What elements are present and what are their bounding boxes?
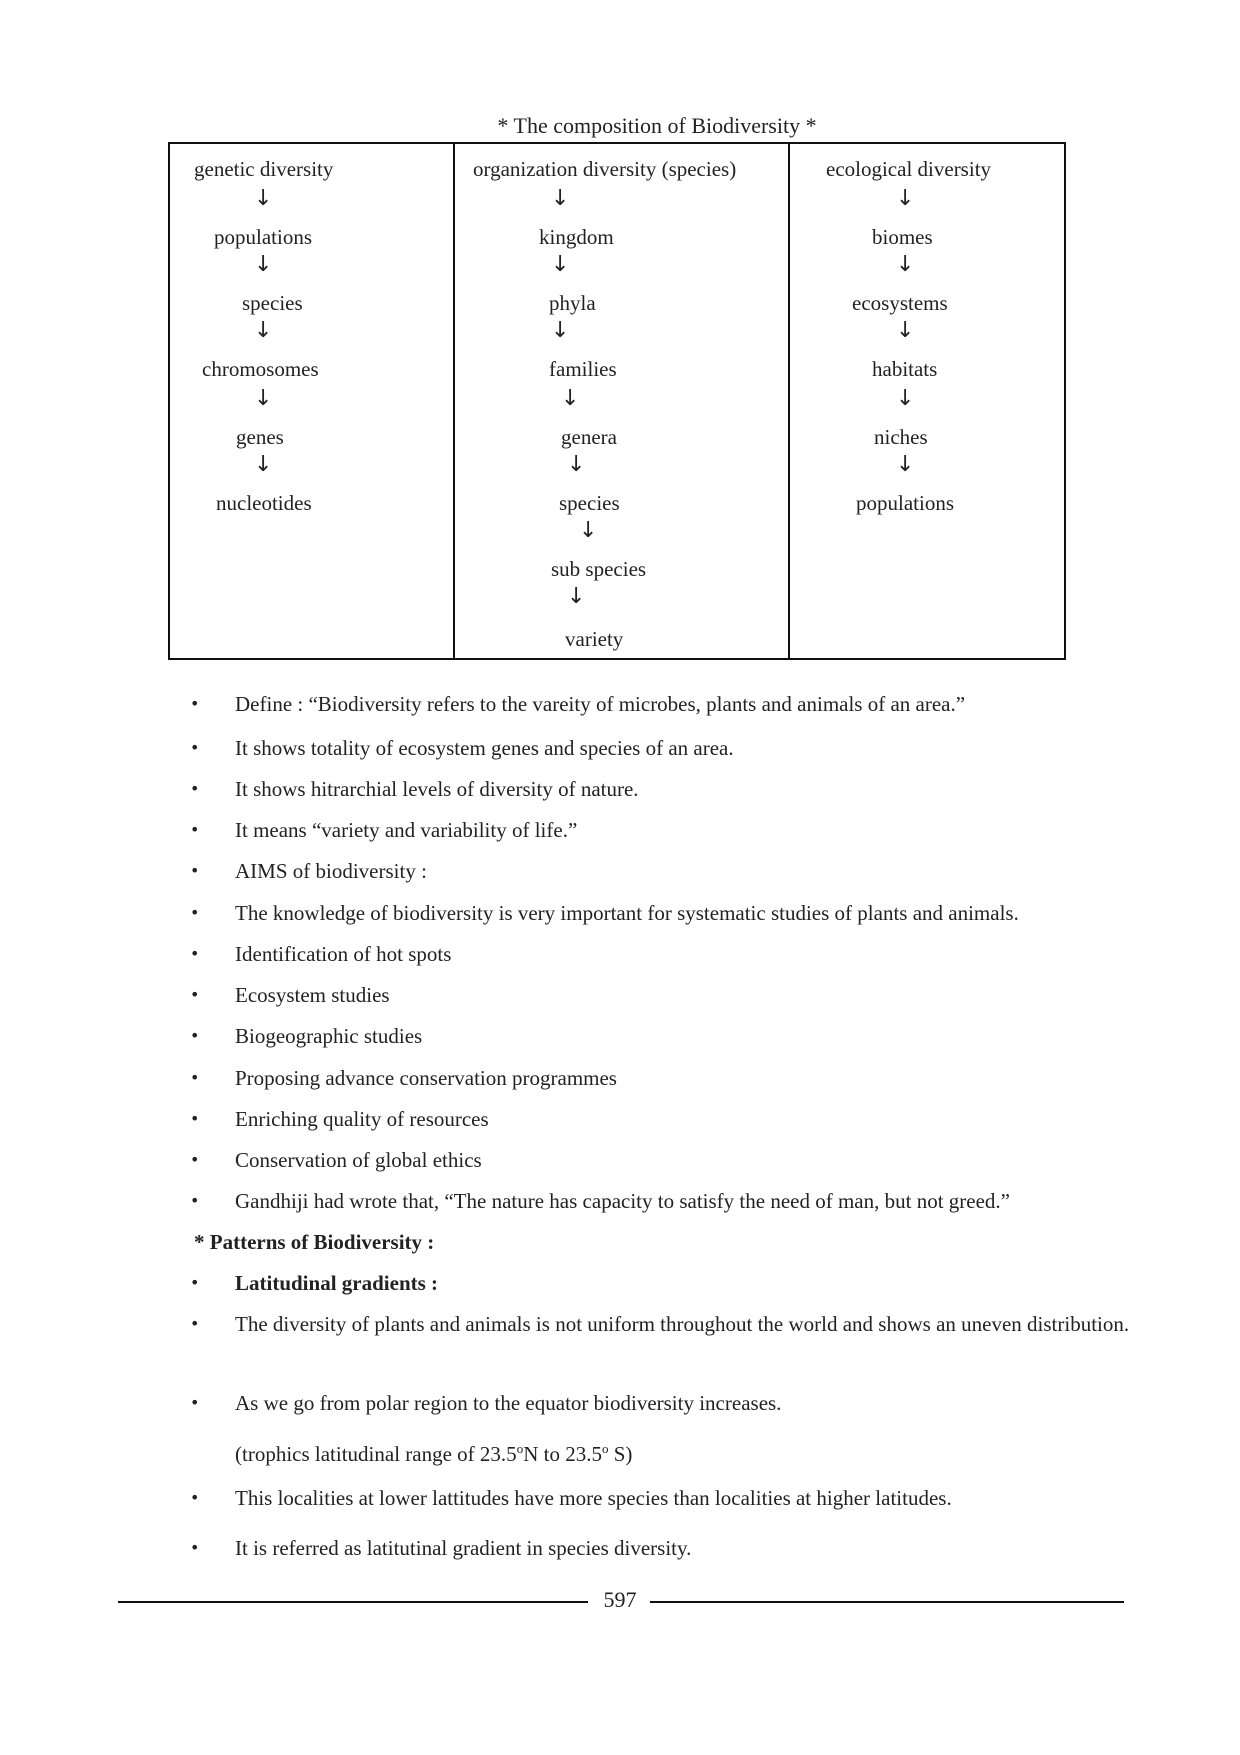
list-item-text: The diversity of plants and animals is not uniform throughout the world and shows an uneven distribution. bbox=[235, 1312, 1130, 1336]
bullet-icon: • bbox=[190, 903, 200, 922]
down-arrow-icon: ↓ bbox=[254, 452, 273, 477]
down-arrow-icon: ↓ bbox=[567, 452, 586, 477]
chain-item: species bbox=[559, 491, 620, 515]
list-item-text: AIMS of biodiversity : bbox=[235, 859, 427, 883]
down-arrow-icon: ↓ bbox=[551, 318, 570, 343]
chain-item: kingdom bbox=[539, 225, 614, 249]
list-item-text: Biogeographic studies bbox=[235, 1024, 423, 1048]
down-arrow-icon: ↓ bbox=[567, 584, 586, 609]
bullet-icon: • bbox=[190, 779, 200, 798]
down-arrow-icon: ↓ bbox=[254, 386, 273, 411]
chain-item: habitats bbox=[872, 357, 938, 381]
chain-item: ecosystems bbox=[852, 291, 948, 315]
tropics-note-suffix: S) bbox=[608, 1442, 633, 1466]
chain-item: families bbox=[549, 357, 617, 381]
down-arrow-icon: ↓ bbox=[254, 318, 273, 343]
list-item-text: Gandhiji had wrote that, “The nature has capacity to satisfy the need of man, but not greed.” bbox=[235, 1189, 1010, 1213]
list-item-text: Enriching quality of resources bbox=[235, 1107, 489, 1131]
organization-diversity-column bbox=[453, 144, 788, 658]
bullet-icon: • bbox=[190, 1314, 200, 1333]
bullet-icon: • bbox=[190, 1026, 200, 1045]
degree-sup: o bbox=[601, 1441, 609, 1456]
chain-item: variety bbox=[565, 627, 624, 651]
list-item-text: The knowledge of biodiversity is very important for systematic studies of plants and animals. bbox=[235, 901, 1019, 925]
chain-item: niches bbox=[874, 425, 928, 449]
bullet-icon: • bbox=[190, 1488, 200, 1507]
chain-item: nucleotides bbox=[216, 491, 312, 515]
down-arrow-icon: ↓ bbox=[551, 186, 570, 211]
bullet-icon: • bbox=[190, 1068, 200, 1087]
list-item-text: It shows totality of ecosystem genes and species of an area. bbox=[235, 736, 734, 760]
ecological-diversity-column bbox=[788, 144, 1064, 658]
bullet-icon: • bbox=[190, 1393, 200, 1412]
down-arrow-icon: ↓ bbox=[896, 318, 915, 343]
tropics-note bbox=[235, 1431, 632, 1472]
chain-item: populations bbox=[856, 491, 954, 515]
bullet-icon: • bbox=[190, 861, 200, 880]
list-item-text: Conservation of global ethics bbox=[235, 1148, 482, 1172]
down-arrow-icon: ↓ bbox=[561, 386, 580, 411]
chain-item: sub species bbox=[551, 557, 647, 581]
bullet-icon: • bbox=[190, 1273, 200, 1292]
bullet-icon: • bbox=[190, 694, 200, 713]
footer-rule-left bbox=[118, 1601, 588, 1603]
list-item-text: Proposing advance conservation programmes bbox=[235, 1066, 617, 1090]
genetic-diversity-column bbox=[170, 144, 453, 658]
down-arrow-icon: ↓ bbox=[551, 252, 570, 277]
bullet-icon: • bbox=[190, 1538, 200, 1557]
down-arrow-icon: ↓ bbox=[896, 452, 915, 477]
chain-item: genes bbox=[236, 425, 284, 449]
chain-item: biomes bbox=[872, 225, 933, 249]
latitudinal-heading: Latitudinal gradients : bbox=[235, 1271, 439, 1295]
bullet-icon: • bbox=[190, 1150, 200, 1169]
list-item-text: It is referred as latitutinal gradient in species diversity. bbox=[235, 1536, 692, 1560]
down-arrow-icon: ↓ bbox=[896, 252, 915, 277]
tropics-note-prefix: (trophics latitudinal range of 23.5 bbox=[235, 1442, 517, 1466]
down-arrow-icon: ↓ bbox=[579, 518, 598, 543]
down-arrow-icon: ↓ bbox=[896, 186, 915, 211]
chain-item: species bbox=[242, 291, 303, 315]
composition-table bbox=[168, 142, 1066, 660]
bullet-icon: • bbox=[190, 820, 200, 839]
chain-item: ecological diversity bbox=[826, 157, 992, 181]
footer-rule-right bbox=[650, 1601, 1124, 1603]
bullet-icon: • bbox=[190, 738, 200, 757]
list-item-text: It shows hitrarchial levels of diversity of nature. bbox=[235, 777, 639, 801]
list-item-text: As we go from polar region to the equator biodiversity increases. bbox=[235, 1391, 782, 1415]
bullet-icon: • bbox=[190, 1109, 200, 1128]
list-item-text: Ecosystem studies bbox=[235, 983, 390, 1007]
list-item-text: Define : “Biodiversity refers to the vareity of microbes, plants and animals of an area.” bbox=[235, 692, 966, 716]
list-item-text: Identification of hot spots bbox=[235, 942, 452, 966]
chain-item: populations bbox=[214, 225, 312, 249]
degree-sup: o bbox=[516, 1441, 524, 1456]
bullet-icon: • bbox=[190, 944, 200, 963]
table-title: * The composition of Biodiversity * bbox=[497, 113, 817, 138]
patterns-heading: * Patterns of Biodiversity : bbox=[194, 1230, 435, 1254]
chain-item: chromosomes bbox=[202, 357, 319, 381]
list-item-text: It means “variety and variability of life.” bbox=[235, 818, 578, 842]
list-item-text: This localities at lower lattitudes have more species than localities at higher latitudes. bbox=[235, 1486, 952, 1510]
chain-item: organization diversity (species) bbox=[473, 157, 737, 181]
chain-item: genetic diversity bbox=[194, 157, 334, 181]
down-arrow-icon: ↓ bbox=[254, 186, 273, 211]
bullet-icon: • bbox=[190, 1191, 200, 1210]
chain-item: genera bbox=[561, 425, 617, 449]
bullet-icon: • bbox=[190, 985, 200, 1004]
down-arrow-icon: ↓ bbox=[254, 252, 273, 277]
down-arrow-icon: ↓ bbox=[896, 386, 915, 411]
chain-item: phyla bbox=[549, 291, 596, 315]
page-number: 597 bbox=[603, 1587, 637, 1612]
tropics-note-middle: N to 23.5 bbox=[523, 1442, 602, 1466]
